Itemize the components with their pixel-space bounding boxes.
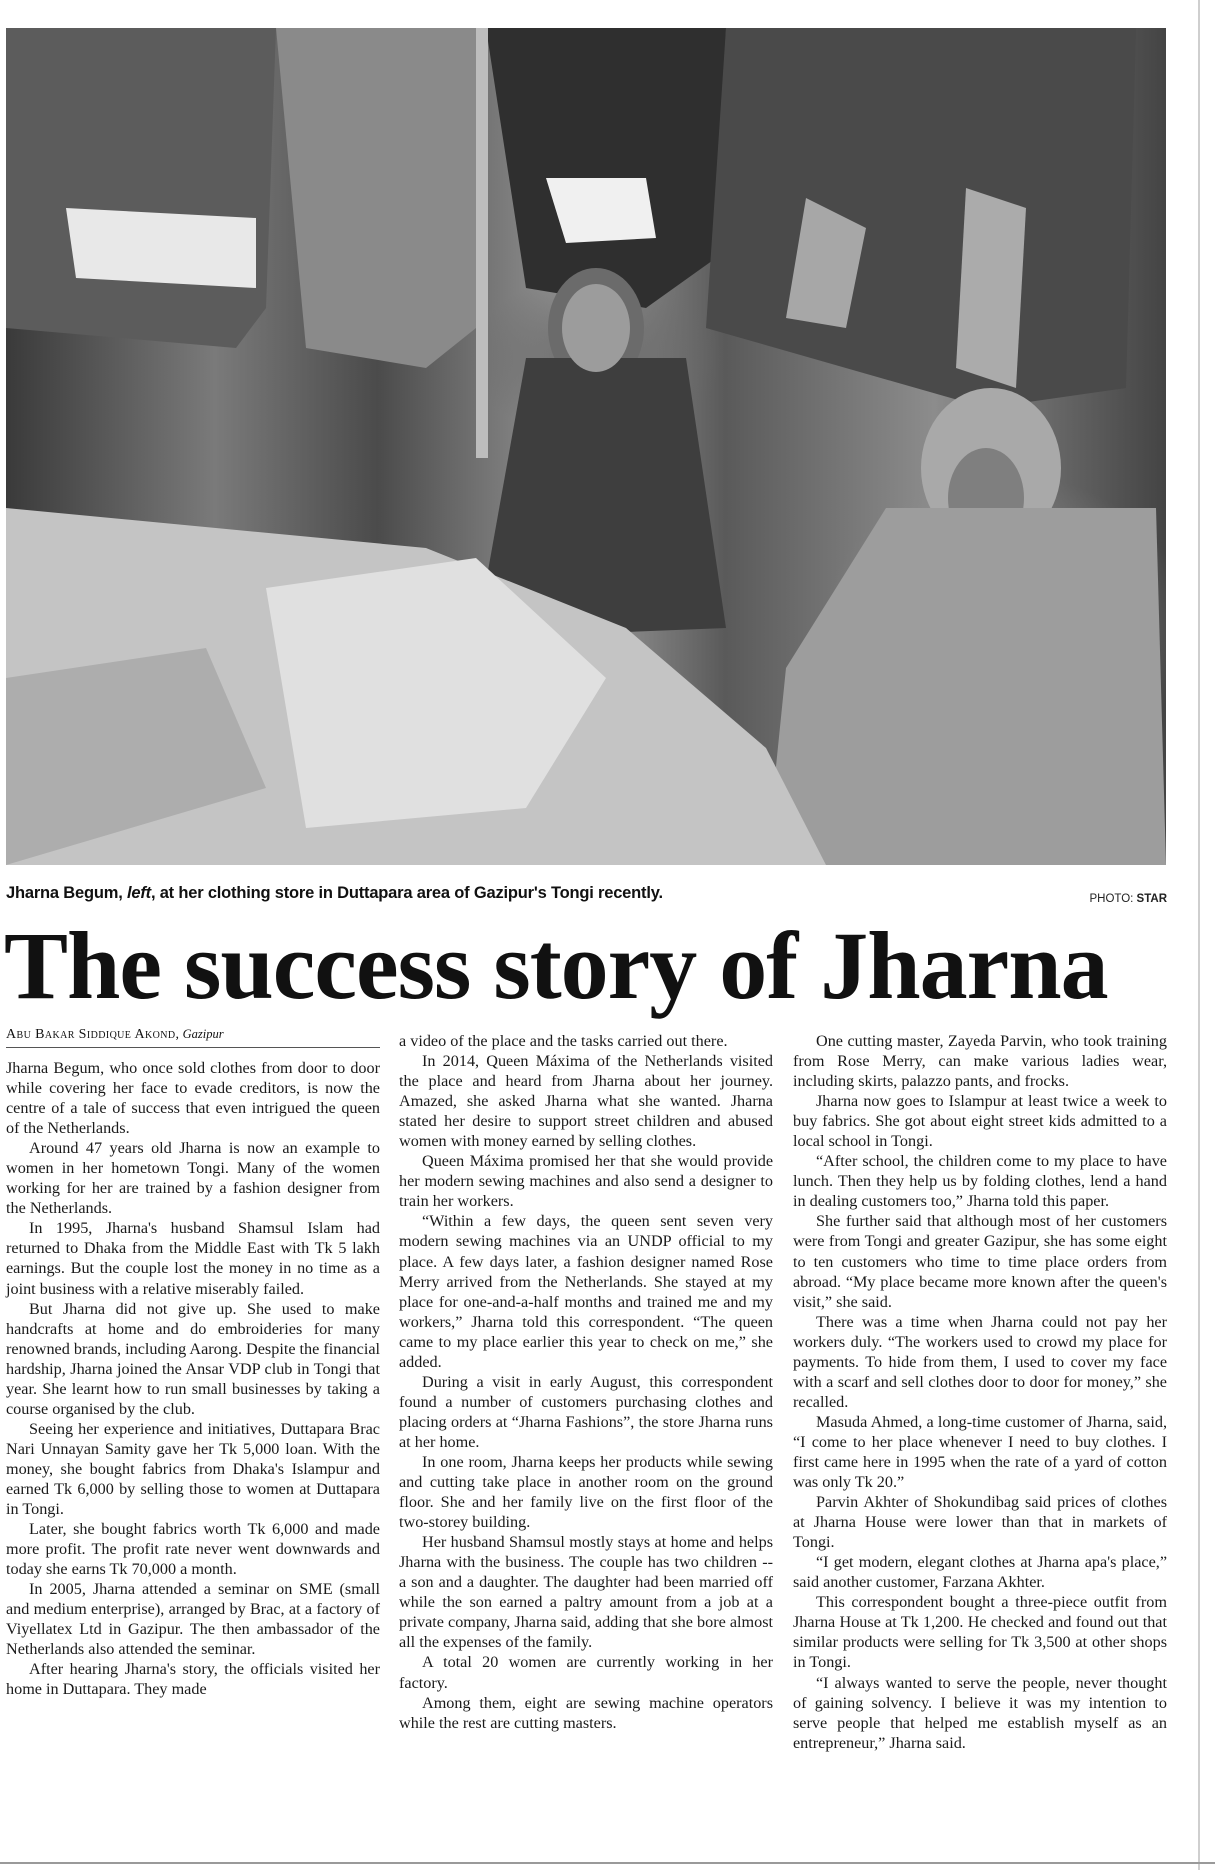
caption-text: Jharna Begum, bbox=[6, 884, 127, 902]
photo-caption bbox=[6, 884, 906, 903]
article-paragraph: In 2014, Queen Máxima of the Netherlands visited the place and heard from Jharna about her journey. Amazed, she asked Jharna what she wanted. Jharna stated her desire to support street children and abused women with money earned by selling clothes. bbox=[399, 1052, 773, 1151]
article-paragraph: This correspondent bought a three-piece outfit from Jharna House at Tk 1,200. He checked and found out that similar products were selling for Tk 3,500 at other shops in Tongi. bbox=[793, 1593, 1167, 1672]
article-photo bbox=[6, 28, 1166, 865]
caption-text-end: , at her clothing store in Duttapara area of Gazipur's Tongi recently. bbox=[150, 884, 663, 902]
caption-italic: left bbox=[126, 884, 151, 902]
article-paragraph: After hearing Jharna's story, the officials visited her home in Duttapara. They made bbox=[6, 1660, 380, 1699]
article-column-1 bbox=[6, 1058, 380, 1700]
photo-illustration bbox=[6, 28, 1166, 865]
article-paragraph: Around 47 years old Jharna is now an example to women in her hometown Tongi. Many of the women working for her are trained by a fashion designer from the Netherlands. bbox=[6, 1139, 380, 1218]
photo-credit bbox=[1075, 893, 1167, 905]
article-paragraph: In 1995, Jharna's husband Shamsul Islam had returned to Dhaka from the Middle East with Tk 5 lakh earnings. But the couple lost the money in no time as a joint business with a relative miserably failed. bbox=[6, 1219, 380, 1298]
article-paragraph: Queen Máxima promised her that she would provide her modern sewing machines and also send a designer to train her workers. bbox=[399, 1152, 773, 1211]
article-paragraph: During a visit in early August, this correspondent found a number of customers purchasing clothes and placing orders at “Jharna Fashions”, the store Jharna runs at her home. bbox=[399, 1372, 773, 1451]
article-paragraph: But Jharna did not give up. She used to make handcrafts at home and do embroideries for many renowned brands, including Aarong. Despite the financial hardship, Jharna joined the Ansar VDP club in Tongi that year. She learnt how to run small businesses by taking a course organised by the club. bbox=[6, 1299, 381, 1418]
article-paragraph: There was a time when Jharna could not pay her workers duly. “The workers used to crowd my place for payments. To hide from them, I used to cover my face with a scarf and sell clothes door to door for money,” she recalled. bbox=[793, 1312, 1167, 1411]
article-paragraph: She further said that although most of her customers were from Tongi and greater Gazipur, she has some eight to ten customers who time to time place orders from abroad. “My place became more known after the queen's visit,” she said. bbox=[793, 1212, 1167, 1311]
article-paragraph: Parvin Akhter of Shokundibag said prices of clothes at Jharna House were lower than that in markets of Tongi. bbox=[793, 1493, 1167, 1552]
author-location: Gazipur bbox=[182, 1027, 224, 1041]
credit-prefix: PHOTO: bbox=[1089, 893, 1137, 905]
byline bbox=[6, 1026, 386, 1043]
byline-rule bbox=[6, 1047, 380, 1048]
article-paragraph: Masuda Ahmed, a long-time customer of Jharna, said, “I come to her place whenever I need to buy clothes. I first came here in 1995 when the rate of a yard of cotton was only Tk 20.” bbox=[793, 1412, 1167, 1492]
article-paragraph: Jharna Begum, who once sold clothes from door to door while covering her face to evade creditors, is now the centre of a tale of success that even intrigued the queen of the Netherlands. bbox=[6, 1059, 380, 1138]
article-paragraph: “After school, the children come to my place to have lunch. Then they help us by folding clothes, lend a hand in dealing customers too,” Jharna told this paper. bbox=[793, 1152, 1167, 1211]
credit-source: STAR bbox=[1136, 893, 1167, 905]
article-paragraph: Her husband Shamsul mostly stays at home and helps Jharna with the business. The couple has two children -- a son and a daughter. The daughter had been married off while the son earned a paltry amount from a job at a private company, Jharna said, adding that she bore almost all the expenses of the family. bbox=[399, 1533, 773, 1652]
article-paragraph: a video of the place and the tasks carried out there. bbox=[399, 1032, 728, 1050]
article-paragraph: In 2005, Jharna attended a seminar on SME (small and medium enterprise), arranged by Brac, at a factory of Viyellatex Ltd in Gazipur. The then ambassador of the Netherlands also attended the seminar. bbox=[6, 1580, 380, 1659]
page-edge-bottom bbox=[0, 1862, 1215, 1864]
article-paragraph: In one room, Jharna keeps her products while sewing and cutting take place in another room on the ground floor. She and her family live on the first floor of the two-storey building. bbox=[399, 1452, 773, 1532]
article-paragraph: “Within a few days, the queen sent seven very modern sewing machines via an UNDP official to my place. A few days later, a fashion designer named Rose Merry arrived from the Netherlands. She stayed at my place for one-and-a-half months and trained me and my workers,” Jharna told this correspondent. “The queen came to my place earlier this year to check on me,” she added. bbox=[399, 1212, 773, 1371]
article-paragraph: One cutting master, Zayeda Parvin, who took training from Rose Merry, can make various ladies wear, including skirts, palazzo pants, and frocks. bbox=[793, 1032, 1167, 1091]
article-paragraph: Later, she bought fabrics worth Tk 6,000 and made more profit. The profit rate never went downwards and today she earns Tk 70,000 a month. bbox=[6, 1520, 380, 1579]
article-paragraph: A total 20 women are currently working in her factory. bbox=[399, 1653, 773, 1692]
author-name: Abu Bakar Siddique Akond, bbox=[6, 1027, 180, 1042]
article-paragraph: Jharna now goes to Islampur at least twice a week to buy fabrics. She got about eight street kids admitted to a local school in Tongi. bbox=[793, 1092, 1167, 1151]
article-headline: The success story of Jharna bbox=[4, 912, 1108, 1019]
article-paragraph: Among them, eight are sewing machine operators while the rest are cutting masters. bbox=[399, 1693, 773, 1732]
article-paragraph: “I get modern, elegant clothes at Jharna apa's place,” said another customer, Farzana Akhter. bbox=[793, 1553, 1167, 1592]
page-edge-right bbox=[1198, 0, 1200, 1870]
article-paragraph: “I always wanted to serve the people, never thought of gaining solvency. I believe it was my intention to serve people that helped me establish myself as an entrepreneur,” Jharna said. bbox=[793, 1673, 1167, 1752]
article-column-3 bbox=[793, 1031, 1167, 1753]
article-paragraph: Seeing her experience and initiatives, Duttapara Brac Nari Unnayan Samity gave her Tk 5,000 loan. With the money, she bought fabrics from Dhaka's Islampur and earned Tk 6,000 by selling those to women at Duttapara in Tongi. bbox=[6, 1419, 380, 1519]
article-column-2 bbox=[399, 1031, 773, 1733]
